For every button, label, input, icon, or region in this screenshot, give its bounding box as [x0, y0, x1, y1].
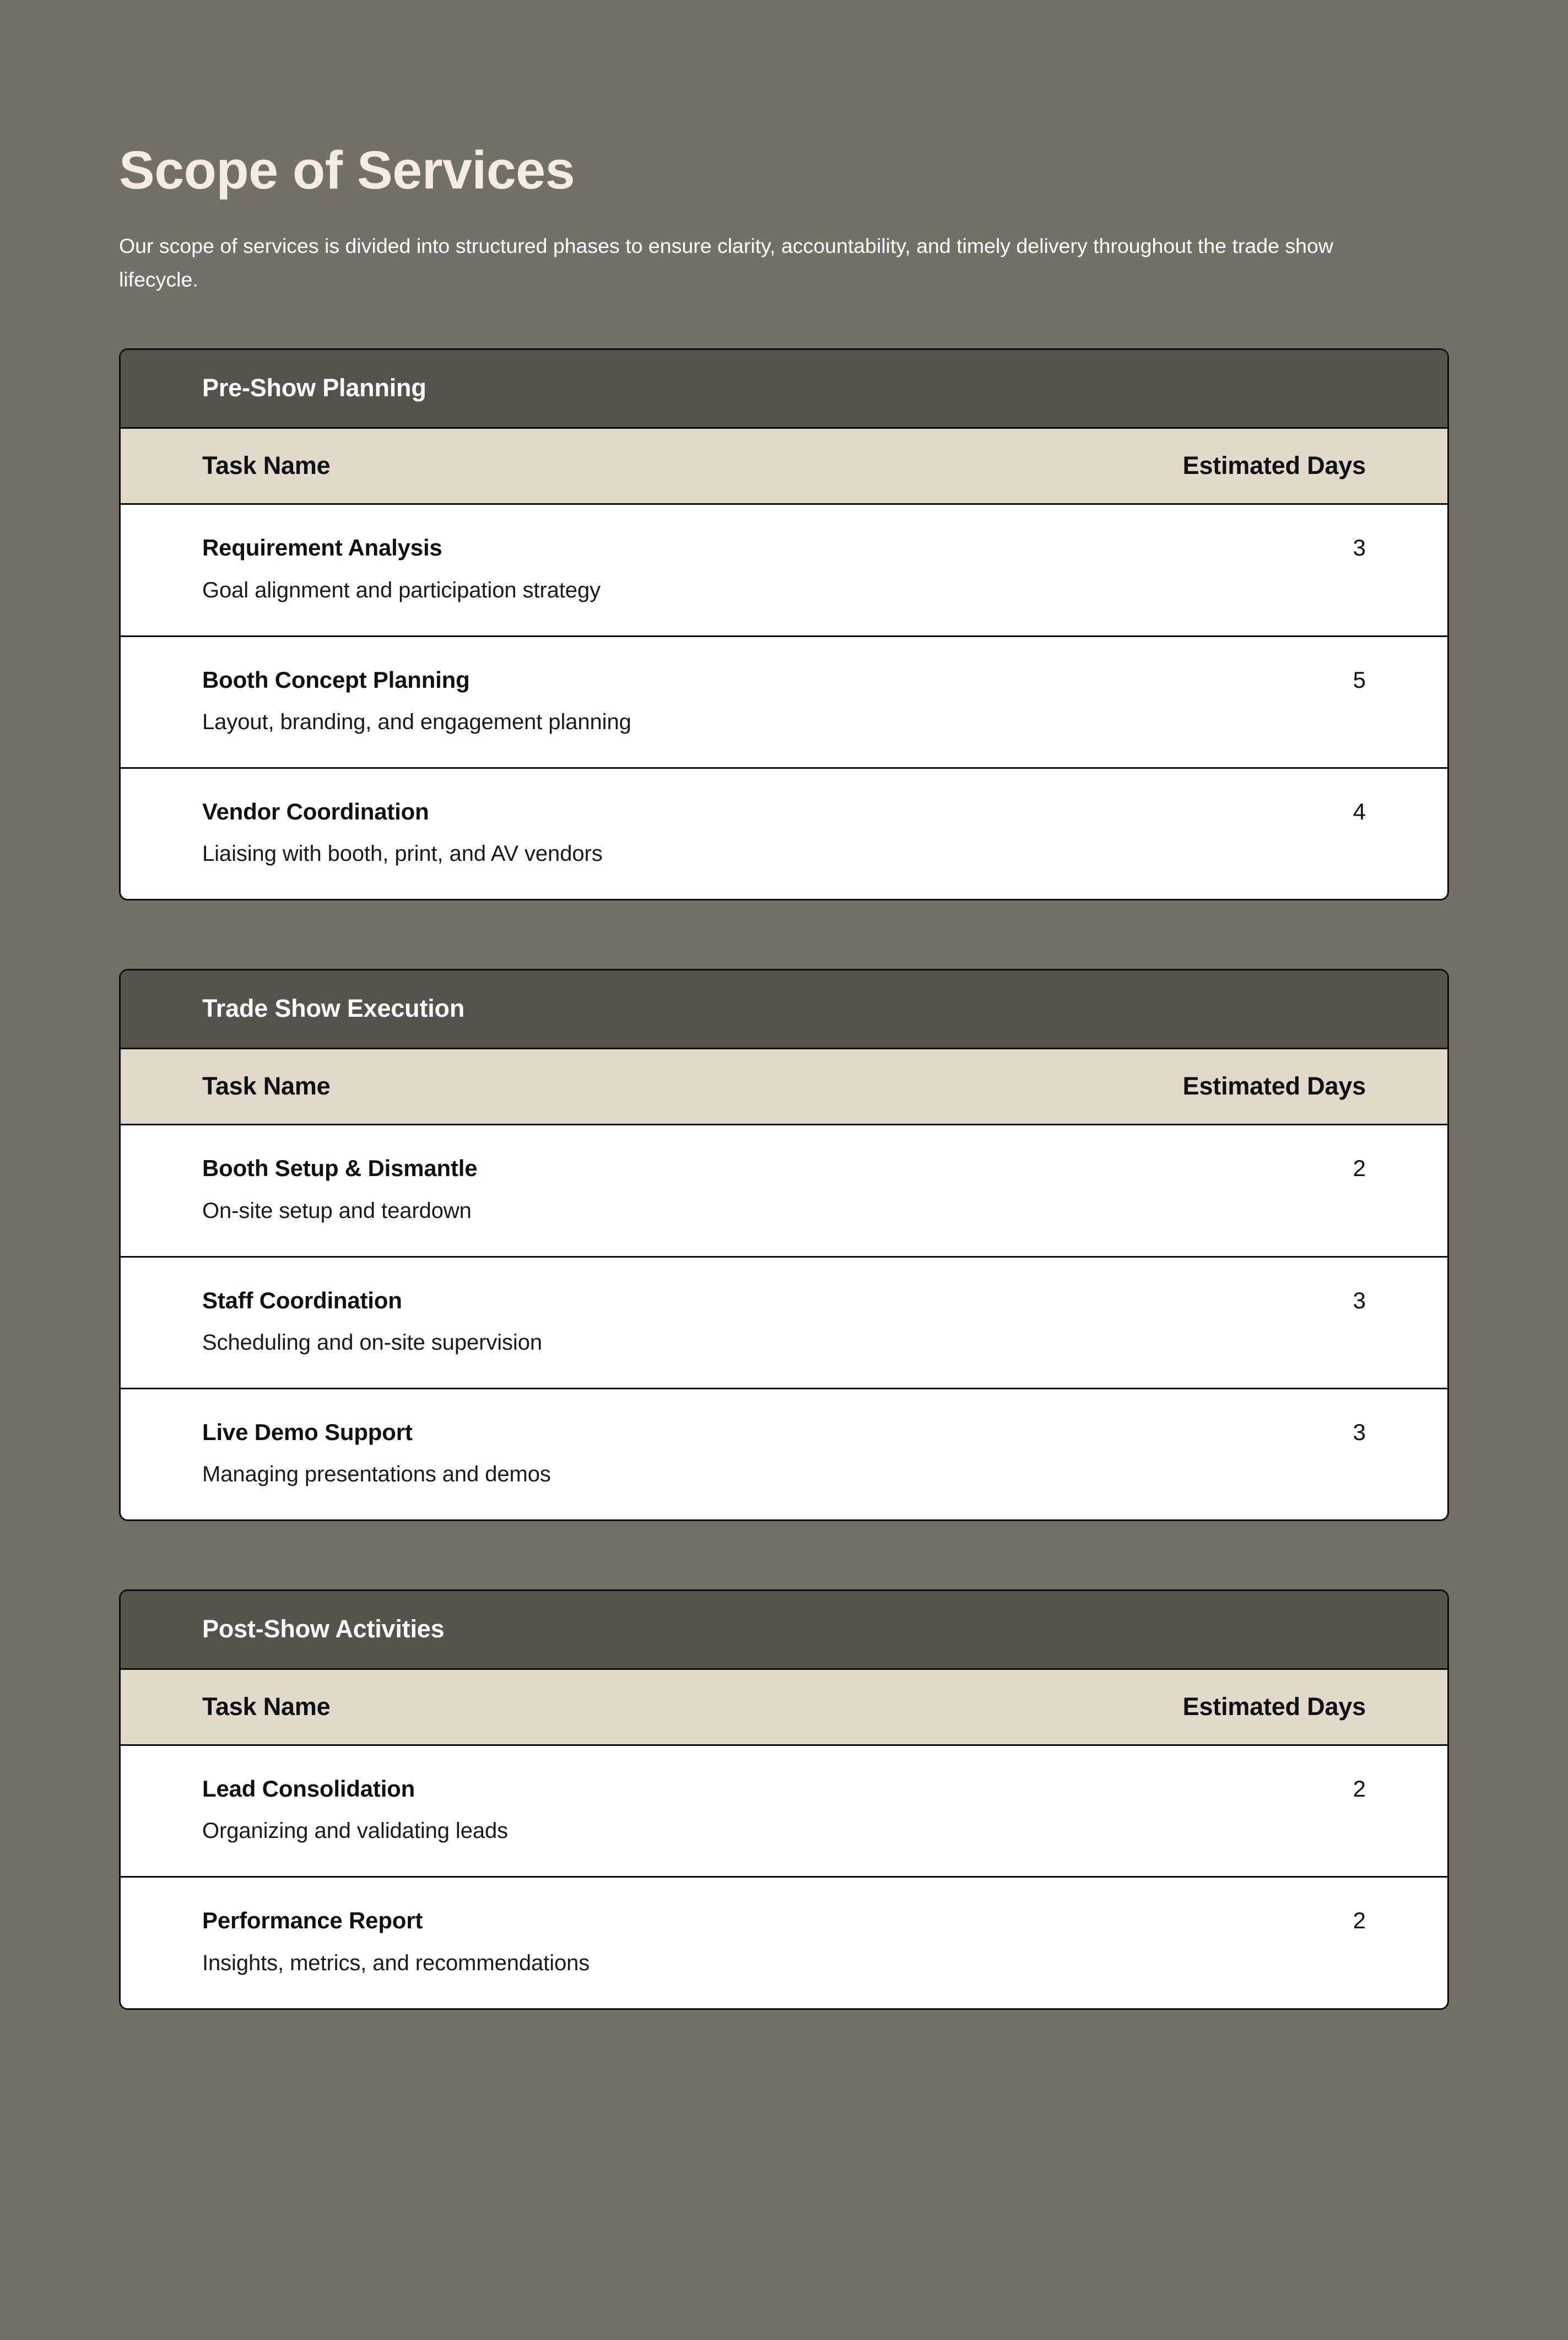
- column-header-estimated-days: Estimated Days: [1182, 1071, 1366, 1100]
- table-column-header: [121, 1048, 1447, 1126]
- task-description: Organizing and validating leads: [202, 1819, 509, 1843]
- table-row: [121, 1389, 1447, 1519]
- table-row-primary-line: [202, 535, 1366, 561]
- table-body: [121, 1125, 1447, 1519]
- table-row: [121, 1878, 1447, 2008]
- task-name: Staff Coordination: [202, 1287, 402, 1313]
- estimated-days-value: 3: [1353, 1287, 1366, 1313]
- task-description: Liaising with booth, print, and AV vendors: [202, 842, 603, 866]
- document-header: [119, 0, 1449, 296]
- column-header-task-name: Task Name: [202, 451, 331, 479]
- table-row: [121, 1258, 1447, 1389]
- table-row-primary-line: [202, 1907, 1366, 1934]
- estimated-days-value: 4: [1353, 798, 1366, 824]
- task-name: Lead Consolidation: [202, 1776, 415, 1802]
- column-header-task-name: Task Name: [202, 1071, 331, 1100]
- task-description: On-site setup and teardown: [202, 1198, 472, 1223]
- task-description: Scheduling and on-site supervision: [202, 1330, 542, 1355]
- table-row: [121, 1125, 1447, 1257]
- task-description: Goal alignment and participation strategy: [202, 578, 601, 602]
- table-row-primary-line: [202, 1776, 1366, 1802]
- table-column-header: [121, 427, 1447, 505]
- task-name: Requirement Analysis: [202, 535, 442, 561]
- table-row-primary-line: [202, 1419, 1366, 1446]
- phase-table-card: [119, 1589, 1449, 2010]
- task-name: Booth Setup & Dismantle: [202, 1155, 478, 1182]
- table-row: [121, 1746, 1447, 1878]
- table-column-header: [121, 1668, 1447, 1746]
- table-row-primary-line: [202, 667, 1366, 693]
- phase-tables-container: [119, 296, 1449, 2009]
- phase-table-card: [119, 969, 1449, 1521]
- phase-table-card: [119, 348, 1449, 901]
- column-header-estimated-days: Estimated Days: [1182, 1692, 1366, 1721]
- task-name: Live Demo Support: [202, 1419, 413, 1445]
- page-title: Scope of Services: [119, 140, 575, 200]
- estimated-days-value: 2: [1353, 1907, 1366, 1934]
- estimated-days-value: 3: [1353, 535, 1366, 561]
- table-row: [121, 769, 1447, 899]
- task-name: Vendor Coordination: [202, 798, 429, 824]
- table-row-primary-line: [202, 799, 1366, 825]
- table-row-primary-line: [202, 1287, 1366, 1314]
- estimated-days-value: 2: [1353, 1776, 1366, 1802]
- column-header-task-name: Task Name: [202, 1692, 331, 1721]
- task-description: Managing presentations and demos: [202, 1462, 551, 1487]
- estimated-days-value: 5: [1353, 666, 1366, 693]
- phase-title: Pre-Show Planning: [202, 374, 426, 402]
- phase-header: [121, 970, 1447, 1048]
- task-name: Performance Report: [202, 1907, 423, 1934]
- phase-title: Post-Show Activities: [202, 1615, 445, 1643]
- table-row: [121, 637, 1447, 769]
- column-header-estimated-days: Estimated Days: [1182, 451, 1366, 479]
- phase-header: [121, 1591, 1447, 1668]
- task-description: Insights, metrics, and recommendations: [202, 1950, 590, 1975]
- phase-header: [121, 350, 1447, 427]
- estimated-days-value: 2: [1353, 1155, 1366, 1182]
- task-description: Layout, branding, and engagement planning: [202, 709, 631, 734]
- estimated-days-value: 3: [1353, 1419, 1366, 1445]
- page-subtitle: Our scope of services is divided into structured phases to ensure clarity, accountability, and timely delivery throughout the trade show lifecycle.: [119, 234, 1333, 291]
- table-body: [121, 505, 1447, 899]
- task-name: Booth Concept Planning: [202, 666, 470, 693]
- table-body: [121, 1746, 1447, 2008]
- table-row: [121, 505, 1447, 637]
- phase-title: Trade Show Execution: [202, 994, 465, 1023]
- table-row-primary-line: [202, 1155, 1366, 1182]
